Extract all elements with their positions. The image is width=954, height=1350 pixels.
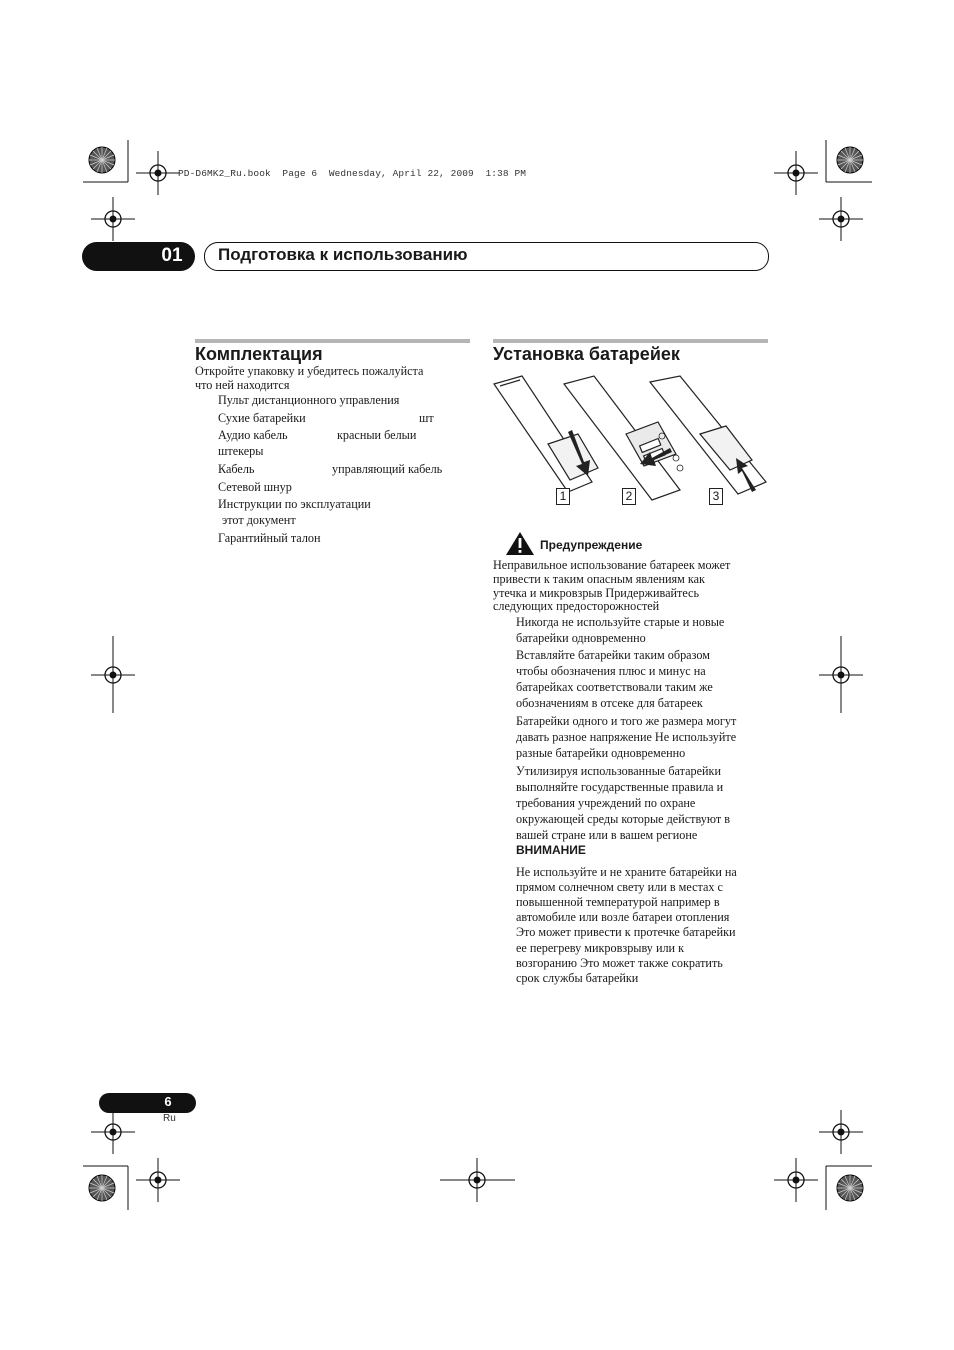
starburst-mark-bottom-right xyxy=(837,1175,863,1201)
starburst-mark-top-left xyxy=(89,147,115,173)
warning-intro-line: следующих предосторожностей xyxy=(493,599,660,613)
warning-bullet-line: чтобы обозначения плюс и минус на xyxy=(516,664,706,678)
warning-bullet-line: Батарейки одного и того же размера могут xyxy=(516,714,737,728)
attention-line: срок службы батарейки xyxy=(516,971,639,985)
warning-bullet-line: батарейки одновременно xyxy=(516,631,646,645)
crosshair-mark-bottom-right-a xyxy=(819,1110,863,1154)
step-number-box: 1 xyxy=(556,488,570,505)
contents-item-quantity: шт xyxy=(419,411,434,425)
attention-line: возгоранию Это может также сократить xyxy=(516,956,723,970)
contents-item-note: этот документ xyxy=(222,513,296,527)
warning-triangle-icon xyxy=(505,531,535,556)
contents-item: штекеры xyxy=(218,444,264,458)
warning-intro-line: Неправильное использование батареек может xyxy=(493,558,731,572)
starburst-mark-bottom-left xyxy=(89,1175,115,1201)
contents-intro-line: что ней находится xyxy=(195,378,290,392)
contents-intro-line: Откройте упаковку и убедитесь пожалуйста xyxy=(195,364,424,378)
crosshair-mark-top-left-b xyxy=(91,197,135,241)
crosshair-mark-top-left-a xyxy=(136,151,180,195)
contents-item: Кабель xyxy=(218,462,255,476)
chapter-title: Подготовка к использованию xyxy=(218,245,468,264)
crosshair-mark-bottom-right-b xyxy=(774,1158,818,1202)
step-number-box: 2 xyxy=(622,488,636,505)
crosshair-mark-top-right-b xyxy=(819,197,863,241)
section-title-contents: Комплектация xyxy=(195,344,323,364)
chapter-number: 01 xyxy=(161,245,183,266)
contents-item: Пульт дистанционного управления xyxy=(218,393,400,407)
warning-bullet-line: батарейках соответствовали таким же xyxy=(516,680,713,694)
contents-item-note: красныи белыи xyxy=(337,428,417,442)
attention-line: повышенной температурой например в xyxy=(516,895,720,909)
crosshair-mark-top-right-a xyxy=(774,151,818,195)
warning-bullet-line: давать разное напряжение Не используйте xyxy=(516,730,737,744)
section-rule-contents xyxy=(195,339,470,343)
warning-intro-line: утечка и микровзрыв Придерживайтесь xyxy=(493,586,700,600)
contents-item: Аудио кабель xyxy=(218,428,288,442)
warning-bullet-line: Вставляйте батарейки таким образом xyxy=(516,648,710,662)
step-number-box: 3 xyxy=(709,488,723,505)
book-info-line: PD-D6MK2_Ru.book Page 6 Wednesday, April 22, 2009 1:38 PM xyxy=(178,168,527,179)
warning-label: Предупреждение xyxy=(540,538,643,552)
page-language: Ru xyxy=(163,1113,176,1124)
warning-bullet-line: вашей стране или в вашем регионе xyxy=(516,828,698,842)
contents-item: Сетевой шнур xyxy=(218,480,292,494)
warning-bullet-line: Утилизируя использованные батарейки xyxy=(516,764,721,778)
attention-label: ВНИМАНИЕ xyxy=(516,843,586,857)
contents-item: Гарантийный талон xyxy=(218,531,321,545)
warning-bullet-line: требования учреждений по охране xyxy=(516,796,696,810)
attention-line: ее перегреву микровзрыву или к xyxy=(516,941,685,955)
crosshair-mark-bottom-left-b xyxy=(136,1158,180,1202)
warning-bullet-line: разные батарейки одновременно xyxy=(516,746,686,760)
attention-line: прямом солнечном свету или в местах с xyxy=(516,880,723,894)
attention-line: автомобиле или возле батареи отопления xyxy=(516,910,730,924)
section-rule-batteries xyxy=(493,339,768,343)
crosshair-mark-bottom-left-a xyxy=(91,1110,135,1154)
attention-line: Не используйте и не храните батарейки на xyxy=(516,865,737,879)
attention-line: Это может привести к протечке батарейки xyxy=(516,925,736,939)
warning-bullet-line: Никогда не используйте старые и новые xyxy=(516,615,725,629)
warning-intro-line: привести к таким опасным явлениям как xyxy=(493,572,705,586)
contents-item: Инструкции по эксплуатации xyxy=(218,497,371,511)
warning-bullet-line: обозначениям в отсеке для батареек xyxy=(516,696,703,710)
contents-item-note: управляющий кабель xyxy=(332,462,443,476)
warning-bullet-line: выполняйте государственные правила и xyxy=(516,780,724,794)
section-title-batteries: Установка батарейек xyxy=(493,344,680,364)
contents-item: Сухие батарейки xyxy=(218,411,306,425)
page-number: 6 xyxy=(164,1094,172,1109)
starburst-mark-top-right xyxy=(837,147,863,173)
warning-bullet-line: окружающей среды которые действуют в xyxy=(516,812,730,826)
